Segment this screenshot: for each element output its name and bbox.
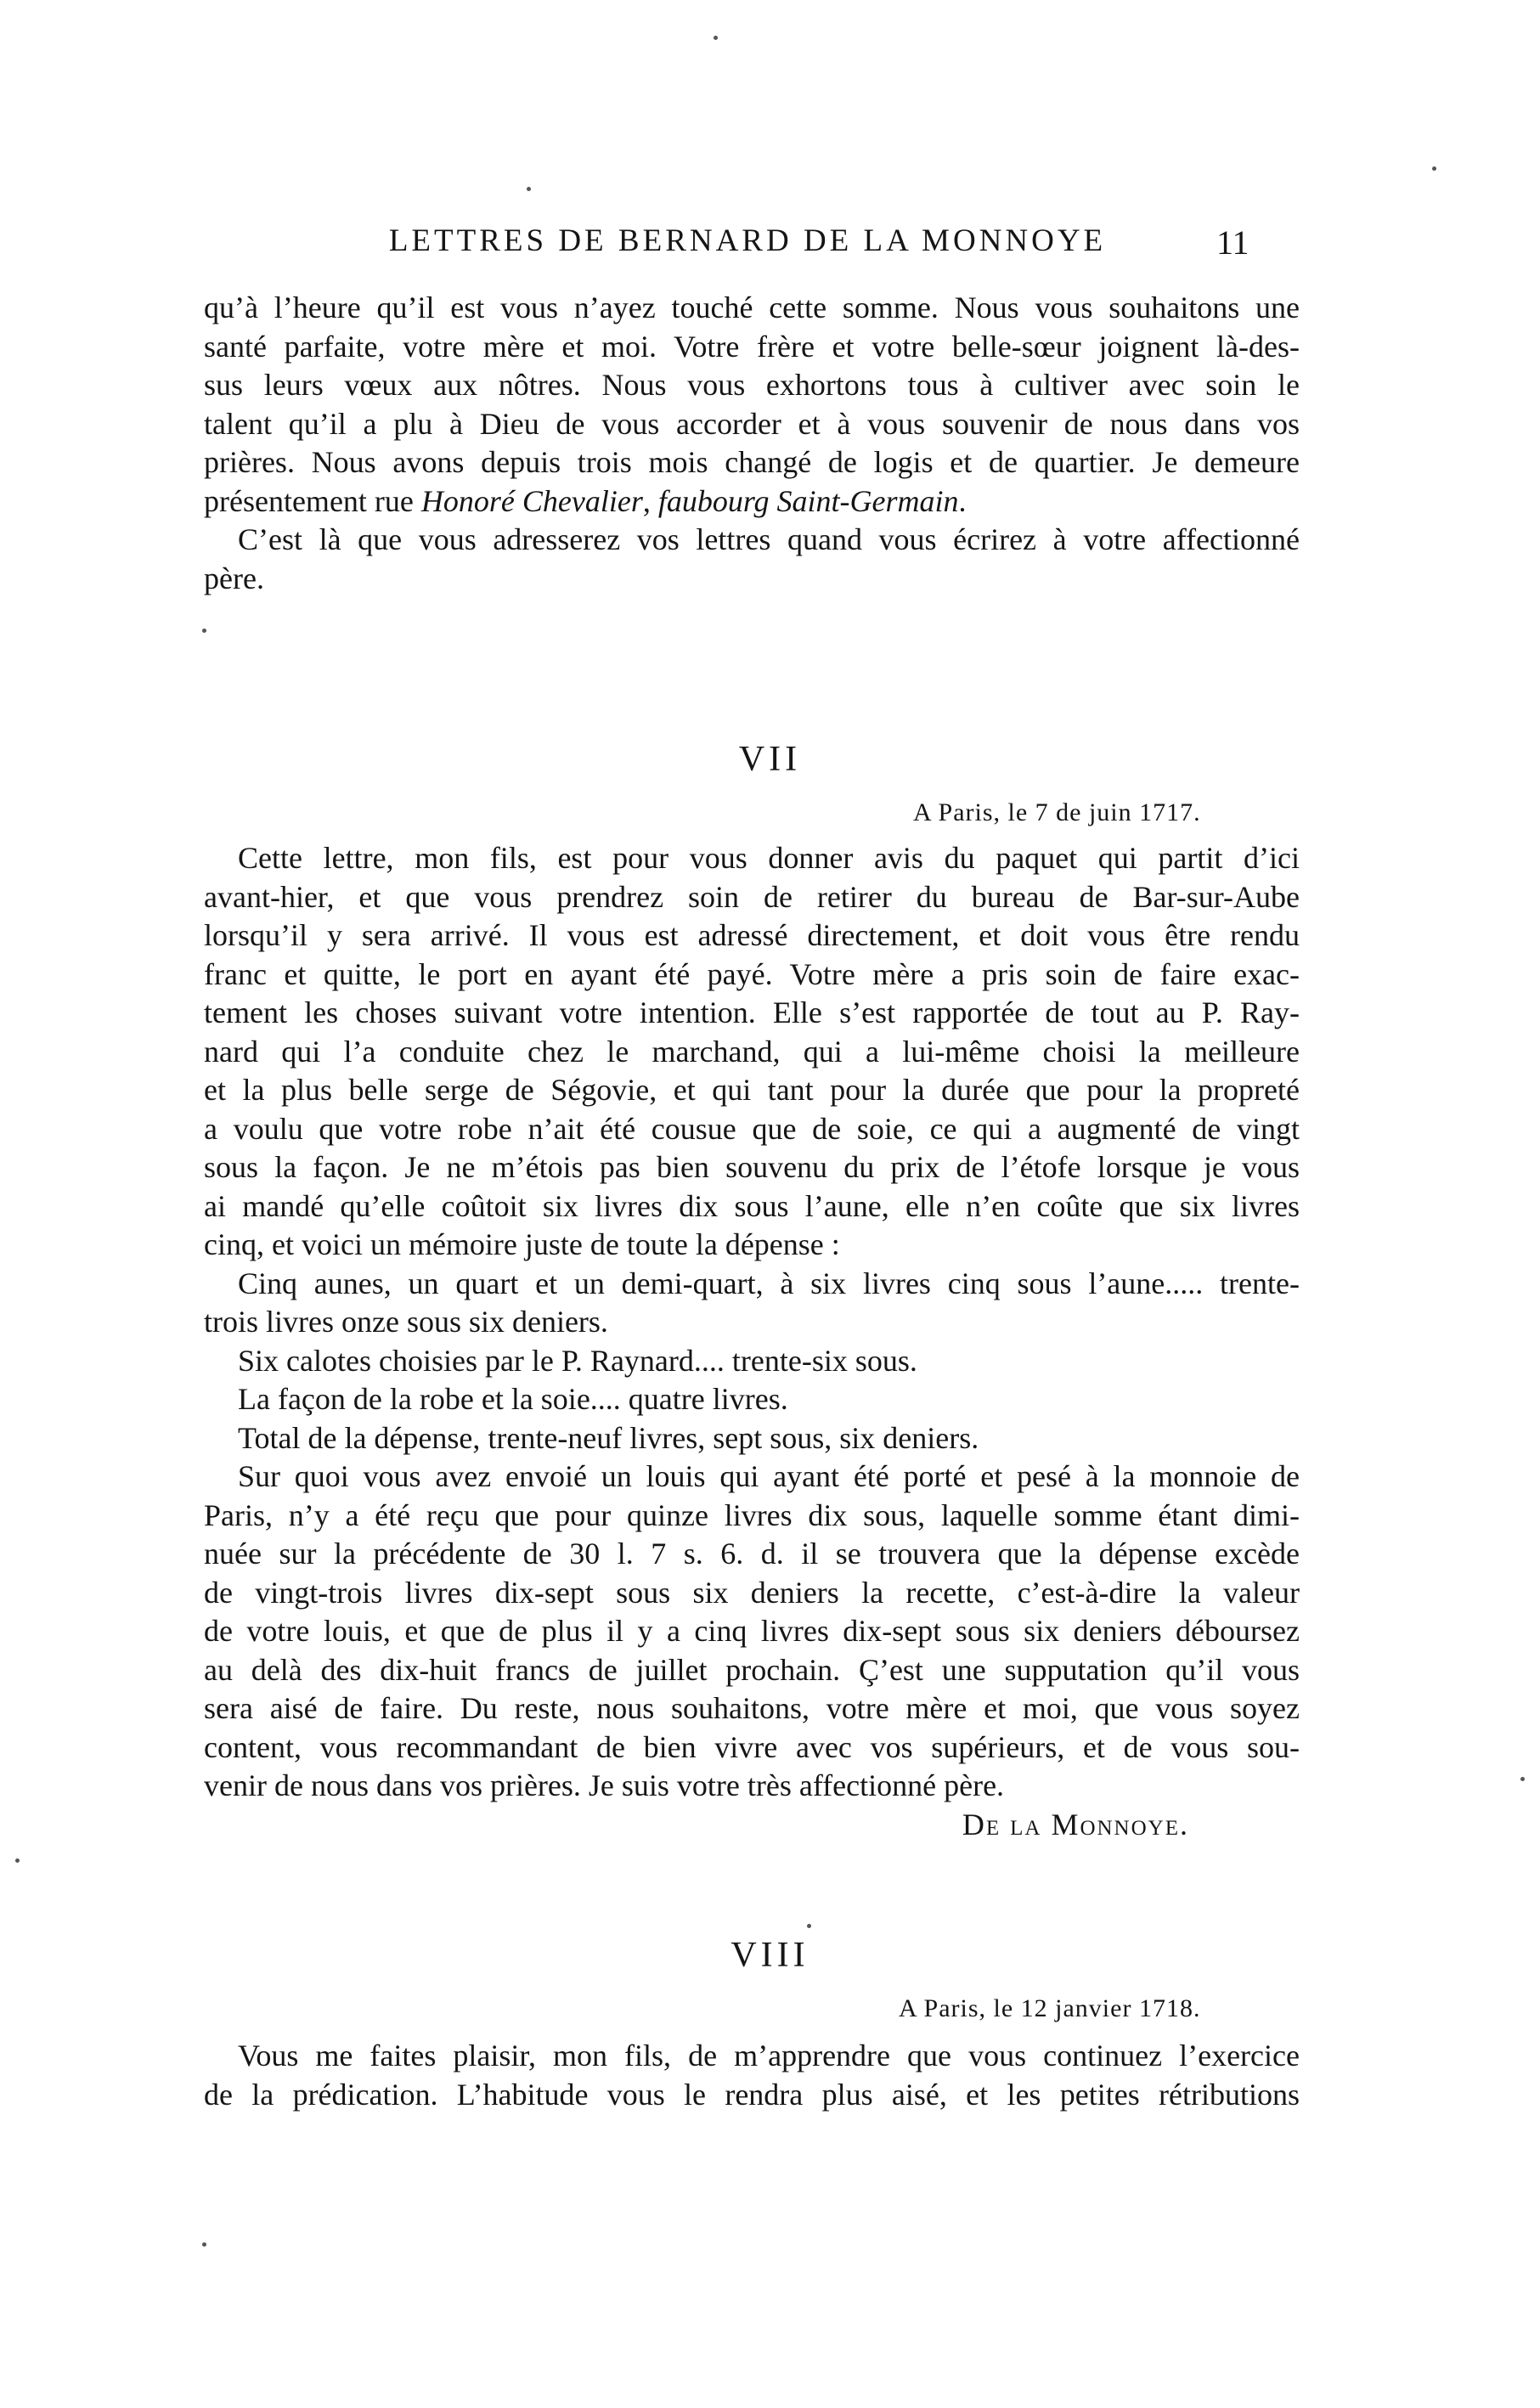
- account-line: Cinq aunes, un quart et un demi-quart, à six livres cinq sous l’aune..... trente-: [238, 1266, 1300, 1300]
- letter-number-viii: VIII: [731, 1936, 809, 1975]
- scan-speck: [1520, 1777, 1525, 1781]
- text-line: avant-hier, et que vous prendrez soin de retirer du bureau de Bar-sur-Aube: [204, 879, 1300, 914]
- text-line: prières. Nous avons depuis trois mois changé de logis et de quartier. Je demeure: [204, 445, 1300, 479]
- text-line: tement les choses suivant votre intention. Elle s’est rapportée de tout au P. Ray-: [204, 995, 1300, 1029]
- text-line: cinq, et voici un mémoire juste de toute la dépense :: [204, 1227, 840, 1261]
- account-line: trois livres onze sous six deniers.: [204, 1305, 608, 1339]
- text-line: Cette lettre, mon fils, est pour vous donner avis du paquet qui partit d’ici: [238, 841, 1300, 875]
- text-line: lorsqu’il y sera arrivé. Il vous est adressé directement, et doit vous être rendu: [204, 918, 1300, 952]
- text-line: content, vous recommandant de bien vivre avec vos supérieurs, et de vous sou-: [204, 1729, 1300, 1764]
- account-total-line: Total de la dépense, trente-neuf livres, sept sous, six deniers.: [238, 1420, 979, 1455]
- page-number: 11: [1216, 223, 1249, 262]
- address-separator: ,: [642, 483, 658, 518]
- scan-speck: [527, 187, 531, 191]
- address-prefix: présentement rue: [204, 483, 421, 518]
- text-line: nard qui l’a conduite chez le marchand, qui a lui-même choisi la meilleure: [204, 1034, 1300, 1069]
- scan-speck: [202, 629, 206, 633]
- text-line: talent qu’il a plu à Dieu de vous accorder et à vous souvenir de nous dans vos: [204, 406, 1300, 441]
- address-suffix: .: [958, 483, 967, 518]
- text-line: au delà des dix-huit francs de juillet prochain. Ç’est une supputation qu’il vous: [204, 1652, 1300, 1687]
- text-line: sous la façon. Je ne m’étois pas bien souvenu du prix de l’étofe lorsque je vous: [204, 1150, 1300, 1184]
- letter-vii-body: [204, 839, 1300, 1844]
- dateline-vii: A Paris, le 7 de juin 1717.: [913, 798, 1201, 826]
- scan-speck: [202, 2242, 206, 2247]
- street-name: Honoré Chevalier: [420, 483, 643, 518]
- account-line: La façon de la robe et la soie.... quatre livres.: [238, 1382, 788, 1416]
- text-line: sus leurs vœux aux nôtres. Nous vous exhortons tous à cultiver avec soin le: [204, 368, 1300, 402]
- text-line: nuée sur la précédente de 30 l. 7 s. 6. d. il se trouvera que la dépense excède: [204, 1537, 1300, 1571]
- letter-number-vii: VII: [738, 740, 802, 779]
- scan-speck: [714, 36, 718, 40]
- text-line: ai mandé qu’elle coûtoit six livres dix sous l’aune, elle n’en coûte que six livres: [204, 1188, 1300, 1223]
- signature: De la Monnoye.: [962, 1807, 1189, 1841]
- dateline-viii: A Paris, le 12 janvier 1718.: [899, 1994, 1201, 2022]
- text-line: de votre louis, et que de plus il y a cinq livres dix-sept sous six deniers déboursez: [204, 1614, 1300, 1648]
- text-line: C’est là que vous adresserez vos lettres quand vous écrirez à votre affectionné: [238, 522, 1300, 556]
- previous-letter-continuation: [204, 289, 1300, 598]
- letter-viii-body: [204, 2037, 1300, 2114]
- text-line: de vingt-trois livres dix-sept sous six deniers la recette, c’est-à-dire la valeur: [204, 1575, 1300, 1610]
- text-line: Sur quoi vous avez envoié un louis qui ayant été porté et pesé à la monnoie de: [238, 1459, 1300, 1493]
- text-line: sera aisé de faire. Du reste, nous souhaitons, votre mère et moi, que vous soyez: [204, 1691, 1300, 1725]
- text-line: franc et quitte, le port en ayant été payé. Votre mère a pris soin de faire exac-: [204, 956, 1300, 991]
- scan-speck: [807, 1924, 811, 1928]
- scan-speck: [1432, 166, 1436, 171]
- text-line: Vous me faites plaisir, mon fils, de m’apprendre que vous continuez l’exercice: [238, 2039, 1300, 2072]
- text-line: a voulu que votre robe n’ait été cousue que de soie, ce qui a augmenté de vingt: [204, 1111, 1300, 1146]
- text-line: père.: [204, 561, 264, 595]
- scan-speck: [15, 1858, 20, 1863]
- text-line: qu’à l’heure qu’il est vous n’ayez touché cette somme. Nous vous souhaitons une: [204, 290, 1300, 324]
- address-line: [204, 482, 1300, 522]
- text-line: Paris, n’y a été reçu que pour quinze livres dix sous, laquelle somme étant dimi-: [204, 1497, 1300, 1532]
- text-line: de la prédication. L’habitude vous le rendra plus aisé, et les petites rétributions: [204, 2077, 1300, 2112]
- quarter-name: faubourg Saint-Germain: [657, 483, 959, 518]
- text-line: venir de nous dans vos prières. Je suis votre très affectionné père.: [204, 1768, 1005, 1802]
- text-line: santé parfaite, votre mère et moi. Votre frère et votre belle-sœur joignent là-des-: [204, 329, 1300, 364]
- running-head-title: LETTRES DE BERNARD DE LA MONNOYE: [388, 223, 1107, 258]
- account-line: Six calotes choisies par le P. Raynard.... trente-six sous.: [238, 1343, 917, 1378]
- text-line: et la plus belle serge de Ségovie, et qui tant pour la durée que pour la propreté: [204, 1073, 1300, 1107]
